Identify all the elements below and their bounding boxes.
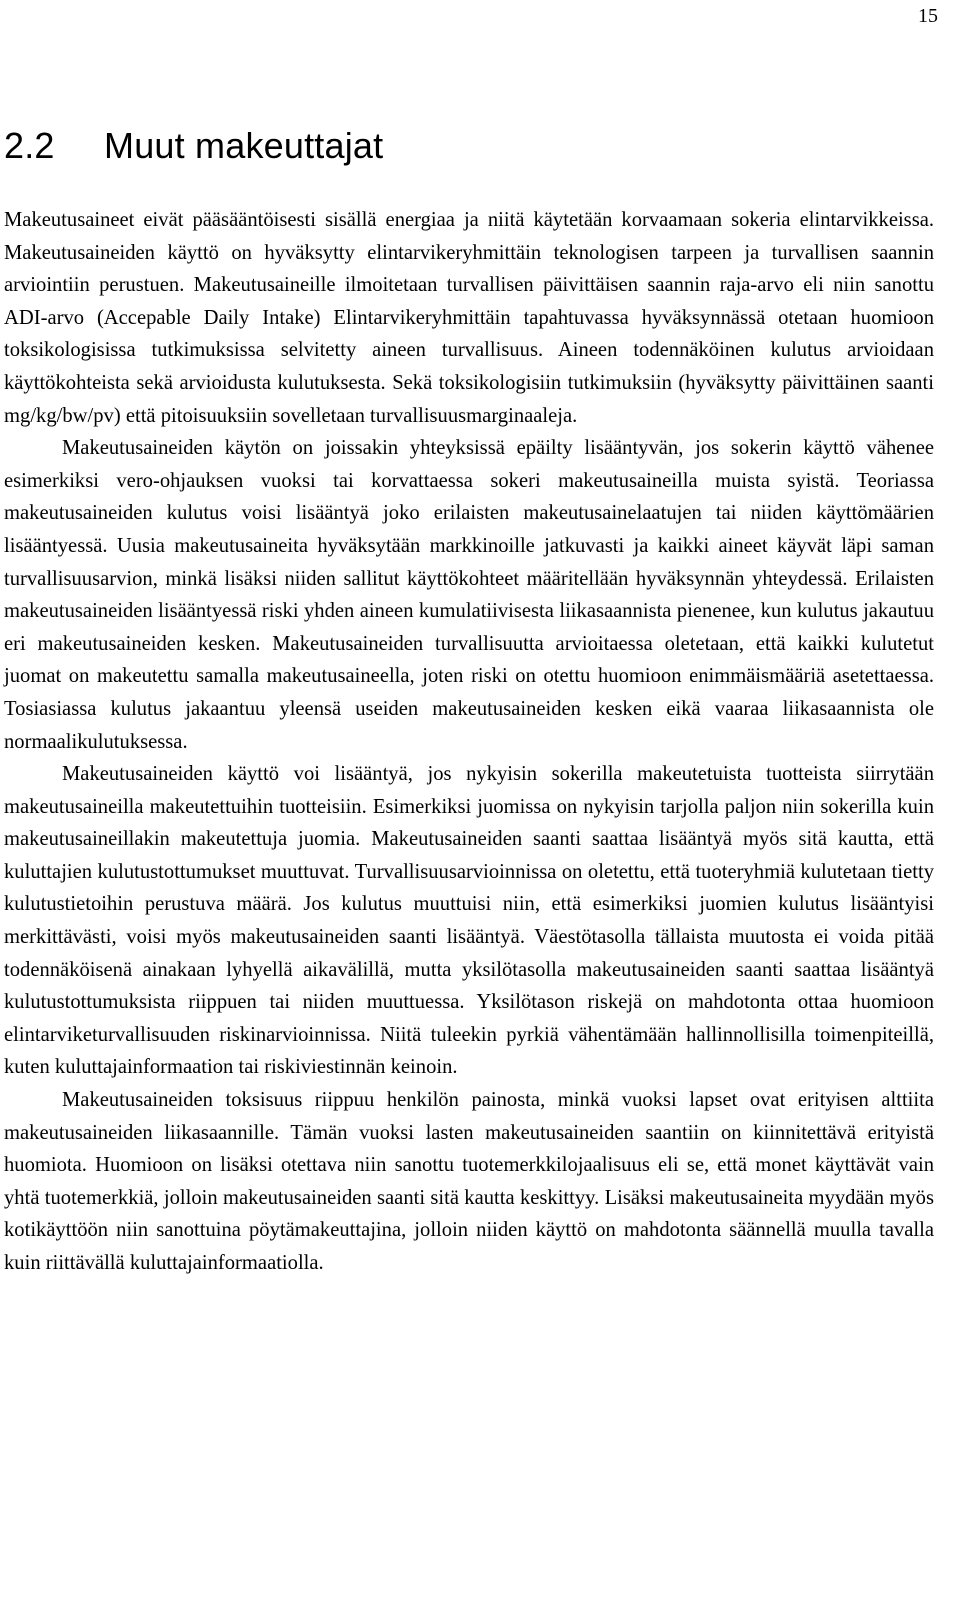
section-title: Muut makeuttajat [104,125,384,166]
paragraph: Makeutusaineiden käyttö voi lisääntyä, jos nykyisin sokerilla makeutetuista tuotteista siirrytään makeutusaineilla makeutettuihin tuotteisiin. Esimerkiksi juomissa on nykyisin tarjolla paljon niin sokerilla kuin makeutusaineillakin makeutettuja juomia. Makeutusaineiden saanti saattaa lisääntyä myös sitä kautta, että kuluttajien kulutustottumukset muuttuvat. Turvallisuusarvioinnissa on oletettu, että tuoteryhmiä kulutetaan tietty kulutustietoihin perustuva määrä. Jos kulutus muuttuisi niin, että esimerkiksi juomien kulutus lisääntyisi merkittävästi, voisi myös makeutusaineiden saanti lisääntyä. Väestötasolla tällaista muutosta ei voida pitää todennäköisenä ainakaan lyhyellä aikavälillä, mutta yksilötasolla makeutusaineiden saanti saattaa lisääntyä kulutustottumuksista riippuen tai niiden muuttuessa. Yksilötason riskejä on mahdotonta ottaa huomioon elintarviketurvallisuuden riskinarvioinnissa. Niitä tuleekin pyrkiä vähentämään hallinnollisilla toimenpiteillä, kuten kuluttajainformaation tai riskiviestinnän keinoin. [4,763,934,1079]
section-number: 2.2 [4,125,55,166]
paragraph: Makeutusaineiden toksisuus riippuu henkilön painosta, minkä vuoksi lapset ovat erityisen alttiita makeutusaineiden liikasaannille. Tämän vuoksi lasten makeutusaineiden saantiin on kiinnitettävä erityistä huomiota. Huomioon on lisäksi otettava niin sanottu tuotemerkkilojaalisuus eli se, että monet käyttävät vain yhtä tuotemerkkiä, jolloin makeutusaineiden saanti sitä kautta keskittyy. Lisäksi makeutusaineita myydään myös kotikäyttöön niin sanottuina pöytämakeuttajina, jolloin niiden käyttö on mahdotonta säännellä muulla tavalla kuin riittävällä kuluttajainformaatiolla. [4,1089,934,1274]
section-heading [4,124,383,168]
paragraph: Makeutusaineet eivät pääsääntöisesti sisällä energiaa ja niitä käytetään korvaamaan sokeria elintarvikkeissa. Makeutusaineiden käyttö on hyväksytty elintarvikeryhmittäin teknologisen tarpeen ja turvallisen saannin arviointiin perustuen. Makeutusaineille ilmoitetaan turvallisen päivittäisen saannin raja-arvo eli niin sanottu ADI-arvo (Accepable Daily Intake) Elintarvikeryhmittäin tapahtuvassa hyväksynnässä otetaan huomioon toksikologisissa tutkimuksissa selvitetty aineen turvallisuus. Aineen todennäköinen kulutus arvioidaan käyttökohteista sekä arvioidusta kulutuksesta. Sekä toksikologisiin tutkimuksiin (hyväksytty päivittäinen saanti mg/kg/bw/pv) että pitoisuuksiin sovelletaan turvallisuusmarginaaleja. [4,209,934,427]
body-text [4,204,934,1280]
page-number: 15 [918,5,938,27]
paragraph: Makeutusaineiden käytön on joissakin yhteyksissä epäilty lisääntyvän, jos sokerin käyttö vähenee esimerkiksi vero-ohjauksen vuoksi tai korvattaessa sokeri makeutusaineilla muista syistä. Teoriassa makeutusaineiden kulutus voisi lisääntyä joko erilaisten makeutusainelaatujen tai niiden käyttömäärien lisääntyessä. Uusia makeutusaineita hyväksytään markkinoille jatkuvasti ja kaikki aineet käyvät läpi saman turvallisuusarvion, minkä lisäksi niiden sallitut käyttökohteet määritellään hyväksynnän yhteydessä. Erilaisten makeutusaineiden lisääntyessä riski yhden aineen kumulatiivisesta liikasaannista pienenee, kun kulutus jakautuu eri makeutusaineiden kesken. Makeutusaineiden turvallisuutta arvioitaessa oletetaan, että kaikki kulutetut juomat on makeutettu samalla makeutusaineella, joten riski on otettu huomioon enimmäismääriä asetettaessa. Tosiasiassa kulutus jakaantuu yleensä useiden makeutusaineiden kesken eikä vaaraa liikasaannista ole normaalikulutuksessa. [4,437,934,753]
